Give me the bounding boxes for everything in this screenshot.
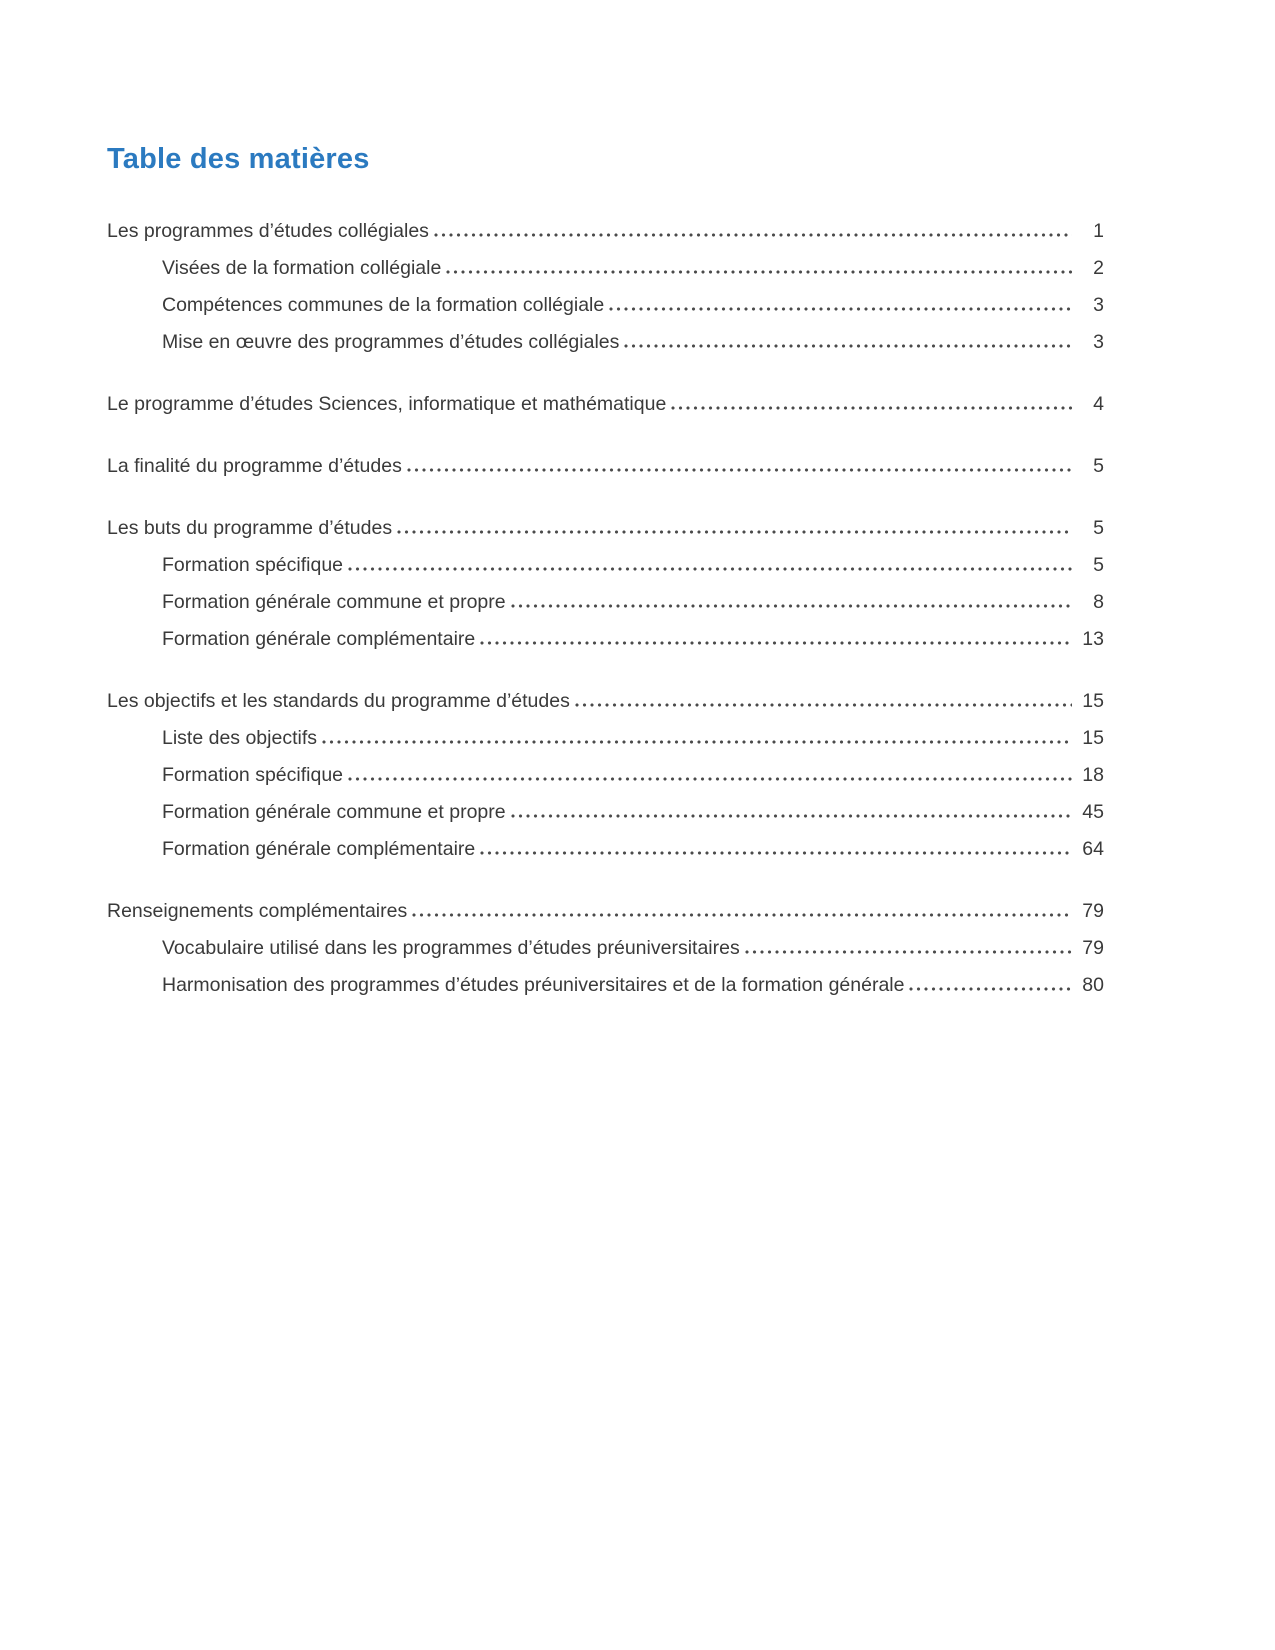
- toc-entry[interactable]: [107, 937, 1104, 960]
- toc-entry[interactable]: [107, 517, 1104, 540]
- toc-entry[interactable]: [107, 727, 1104, 750]
- toc-page-number: 64: [1082, 838, 1104, 860]
- toc-entry-label: Compétences communes de la formation collégiale: [162, 294, 605, 316]
- toc-dotted-leader: [575, 703, 1072, 707]
- toc-page-number: 4: [1093, 393, 1104, 415]
- toc-entry[interactable]: [107, 801, 1104, 824]
- toc-entry-label: Le programme d’études Sciences, informatique et mathématique: [107, 393, 667, 415]
- toc-dotted-leader: [348, 567, 1072, 571]
- toc-dotted-leader: [909, 987, 1072, 991]
- toc-dotted-leader: [322, 740, 1072, 744]
- toc-page-number: 2: [1093, 257, 1104, 279]
- toc: [107, 220, 1104, 997]
- toc-entry-label: Les programmes d’études collégiales: [107, 220, 429, 242]
- toc-page-number: 3: [1093, 331, 1104, 353]
- toc-entry[interactable]: [107, 220, 1104, 243]
- toc-entry[interactable]: [107, 974, 1104, 997]
- toc-entry-label: Liste des objectifs: [162, 727, 318, 749]
- toc-entry-label: Vocabulaire utilisé dans les programmes d’études préuniversitaires: [162, 937, 740, 959]
- toc-dotted-leader: [671, 406, 1072, 410]
- toc-entry[interactable]: [107, 393, 1104, 416]
- toc-entry[interactable]: [107, 554, 1104, 577]
- toc-entry[interactable]: [107, 591, 1104, 614]
- toc-page-number: 79: [1082, 937, 1104, 959]
- toc-page-number: 79: [1082, 900, 1104, 922]
- toc-page-number: 3: [1093, 294, 1104, 316]
- toc-dotted-leader: [407, 468, 1072, 472]
- toc-dotted-leader: [511, 814, 1072, 818]
- toc-entry-label: Formation générale commune et propre: [162, 801, 506, 823]
- toc-page-number: 18: [1082, 764, 1104, 786]
- toc-page-number: 80: [1082, 974, 1104, 996]
- toc-dotted-leader: [511, 604, 1072, 608]
- toc-entry-label: Harmonisation des programmes d’études préuniversitaires et de la formation générale: [162, 974, 905, 996]
- toc-page-number: 15: [1082, 690, 1104, 712]
- toc-entry[interactable]: [107, 257, 1104, 280]
- toc-entry[interactable]: [107, 764, 1104, 787]
- toc-page-number: 45: [1082, 801, 1104, 823]
- toc-entry-label: Formation générale complémentaire: [162, 838, 476, 860]
- toc-entry[interactable]: [107, 690, 1104, 713]
- toc-dotted-leader: [609, 307, 1072, 311]
- toc-entry-label: Formation générale complémentaire: [162, 628, 476, 650]
- toc-entry-label: Les objectifs et les standards du programme d’études: [107, 690, 570, 712]
- toc-dotted-leader: [480, 851, 1072, 855]
- page-title: Table des matières: [107, 143, 370, 175]
- toc-entry-label: Visées de la formation collégiale: [162, 257, 442, 279]
- toc-page-number: 13: [1082, 628, 1104, 650]
- toc-entry-label: Renseignements complémentaires: [107, 900, 408, 922]
- toc-entry-label: Formation spécifique: [162, 554, 344, 576]
- toc-entry[interactable]: [107, 294, 1104, 317]
- toc-entry-label: Formation spécifique: [162, 764, 344, 786]
- toc-dotted-leader: [412, 913, 1072, 917]
- toc-entry-label: La finalité du programme d’études: [107, 455, 402, 477]
- toc-dotted-leader: [624, 344, 1072, 348]
- toc-page-number: 1: [1093, 220, 1104, 242]
- toc-page-number: 8: [1093, 591, 1104, 613]
- toc-entry-label: Les buts du programme d’études: [107, 517, 393, 539]
- toc-entry[interactable]: [107, 331, 1104, 354]
- toc-entry-label: Mise en œuvre des programmes d’études collégiales: [162, 331, 620, 353]
- toc-dotted-leader: [480, 641, 1072, 645]
- toc-dotted-leader: [446, 270, 1072, 274]
- toc-page-number: 15: [1082, 727, 1104, 749]
- toc-entry[interactable]: [107, 455, 1104, 478]
- toc-page-number: 5: [1093, 517, 1104, 539]
- toc-page-number: 5: [1093, 455, 1104, 477]
- toc-dotted-leader: [397, 530, 1072, 534]
- toc-entry[interactable]: [107, 838, 1104, 861]
- toc-page-number: 5: [1093, 554, 1104, 576]
- toc-dotted-leader: [434, 233, 1072, 237]
- toc-entry-label: Formation générale commune et propre: [162, 591, 506, 613]
- toc-dotted-leader: [348, 777, 1072, 781]
- toc-entry[interactable]: [107, 900, 1104, 923]
- toc-dotted-leader: [745, 950, 1072, 954]
- toc-entry[interactable]: [107, 628, 1104, 651]
